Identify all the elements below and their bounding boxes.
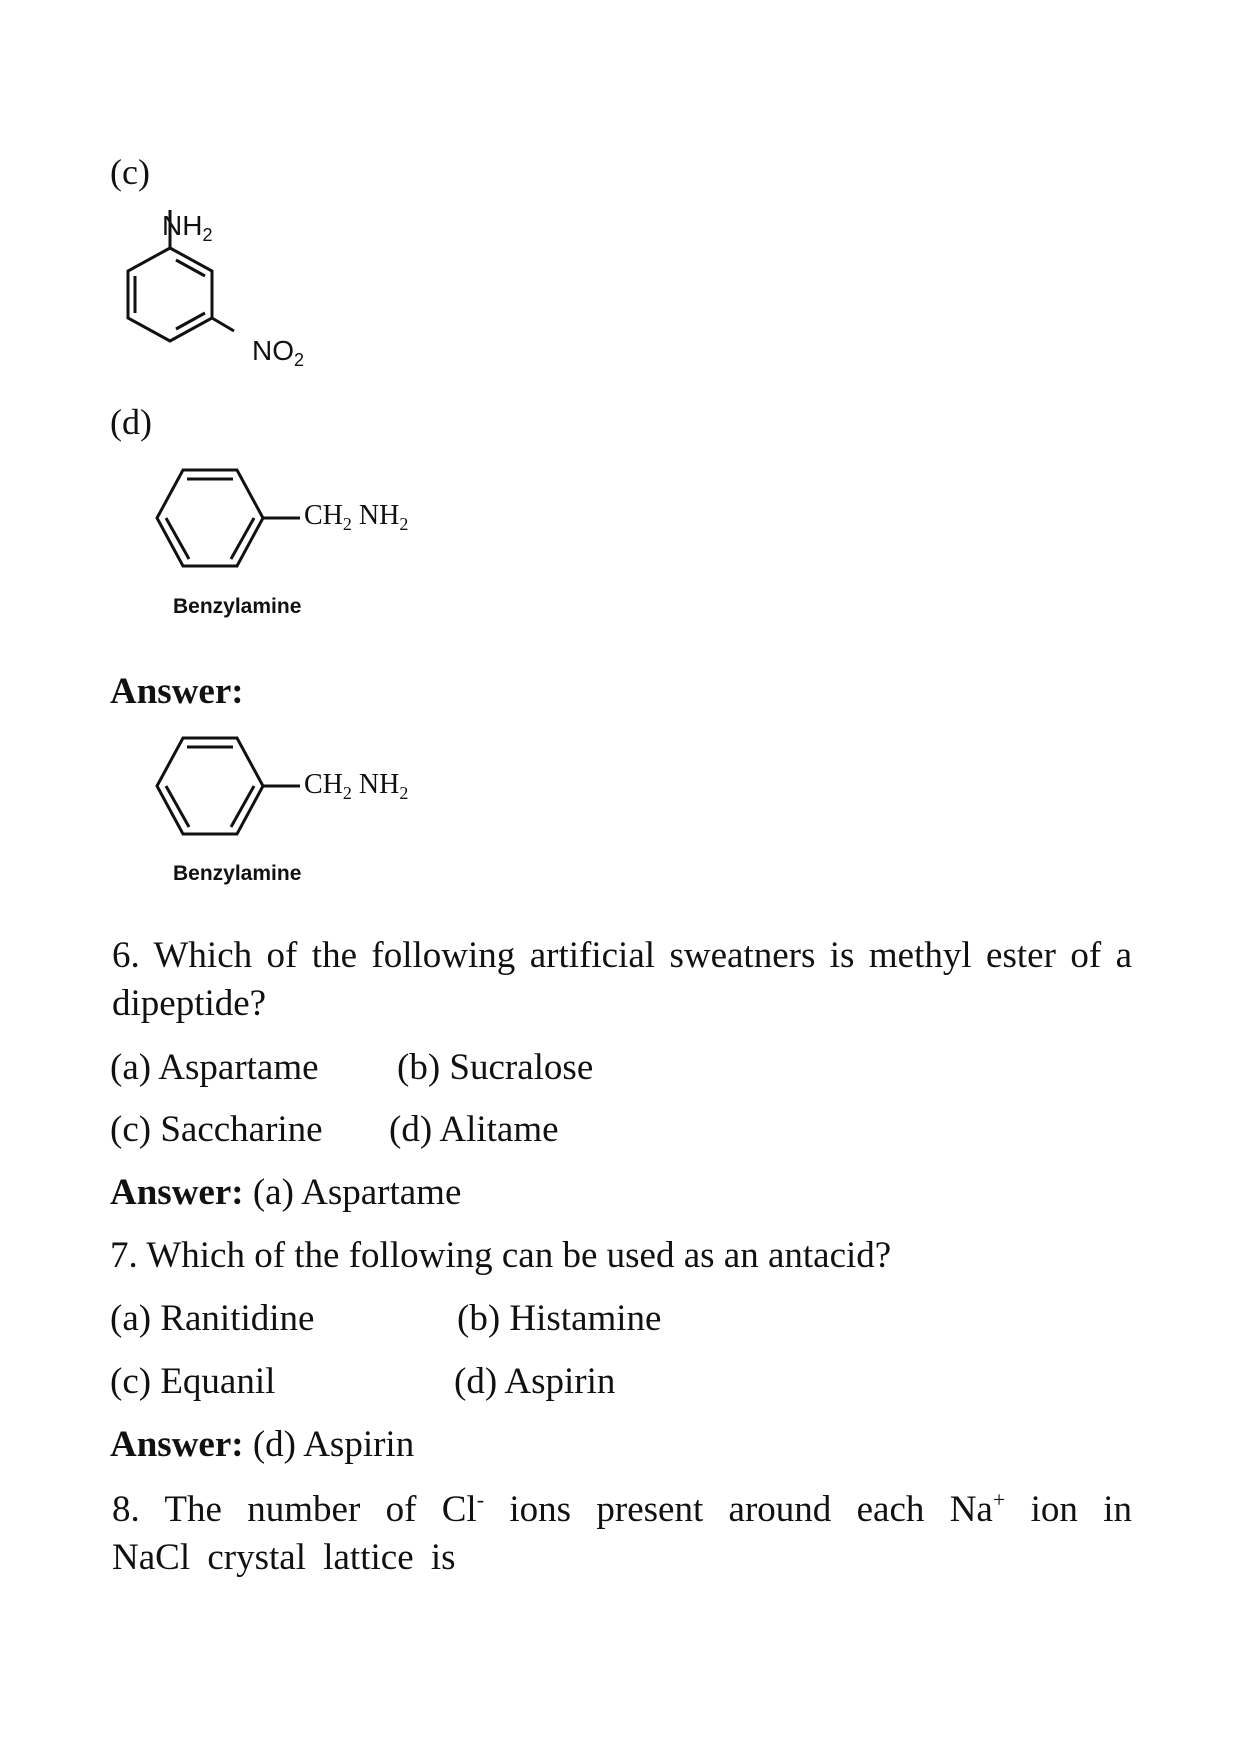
benzene-ring-diagram <box>110 190 370 390</box>
q6-option-b: (b) Sucralose <box>397 1047 594 1088</box>
benzylamine-caption: Benzylamine <box>173 595 302 618</box>
nh2-label: $NH_2$ <box>162 210 213 245</box>
answer-value: (a) Aspartame <box>243 1172 462 1213</box>
benzene-ring-diagram <box>153 463 313 573</box>
answer-label: Answer: <box>110 1424 244 1465</box>
q7-option-a: (a) Ranitidine <box>110 1298 315 1339</box>
q7-option-d: (d) Aspirin <box>454 1361 616 1402</box>
q6-question: 6. Which of the following artificial sweatners is methyl ester of a dipeptide? <box>112 935 1132 1024</box>
answer-value: (d) Aspirin <box>243 1424 415 1465</box>
benzylamine-caption: Benzylamine <box>173 862 302 885</box>
q7-option-c: (c) Equanil <box>110 1361 276 1402</box>
q7-question: 7. Which of the following can be used as an antacid? <box>110 1235 892 1276</box>
option-d-label: (d) <box>110 402 152 442</box>
q6-option-a: (a) Aspartame <box>110 1047 319 1088</box>
benzene-ring-diagram <box>153 731 313 841</box>
no2-label: $NO_2$ <box>252 335 305 370</box>
q6-option-c: (c) Saccharine <box>110 1109 323 1150</box>
q7-answer <box>110 1421 414 1469</box>
answer-label: Answer: <box>110 1172 244 1213</box>
ch2nh2-label: $CH_2$ $NH_2$ <box>304 500 409 534</box>
q8-question: 8. The number of Cl- ions present around each Na+ ion in NaCl crystal lattice is <box>112 1487 1132 1578</box>
option-c-label: (c) <box>110 152 150 192</box>
q6-option-d: (d) Alitame <box>389 1109 559 1150</box>
ch2nh2-label: $CH_2$ $NH_2$ <box>304 769 409 803</box>
answer5-label: Answer: <box>110 671 244 712</box>
q6-answer <box>110 1169 461 1217</box>
q7-option-b: (b) Histamine <box>457 1298 662 1339</box>
